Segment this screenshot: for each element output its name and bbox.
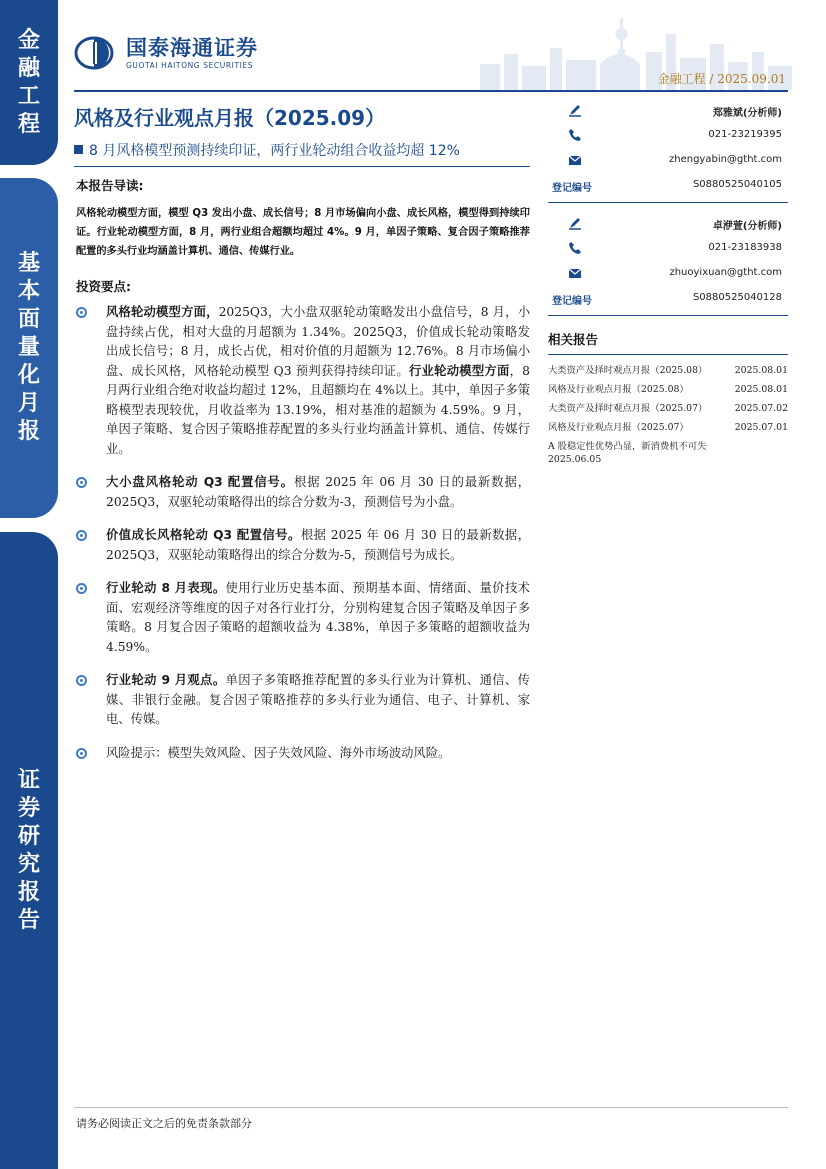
pen-icon [568,103,582,117]
mail-icon [568,153,582,167]
related-reports-heading: 相关报告 [548,330,788,355]
sidebar-block-research-report: 证 券 研 究 报 告 [0,532,58,1169]
related-reports-list [548,361,788,466]
mail-icon [568,266,582,280]
analyst-email[interactable]: zhengyabin@gtht.com [669,154,782,165]
list-item[interactable]: 大类资产及择时观点月报（2025.07） 2025.07.02 [548,403,788,414]
bullet-icon [76,675,87,686]
bullet-icon [76,530,87,541]
investment-heading: 投资要点: [76,279,131,294]
bullet-icon [76,307,87,318]
header-rule [74,90,788,92]
analyst-name: 郑雅斌(分析师) [712,108,782,119]
list-item: 价值成长风格轮动 Q3 配置信号。根据 2025 年 06 月 30 日的最新数据，2025Q3，双驱轮动策略得出的综合分数为-5，预测信号为成长。 [76,526,530,565]
logo-text-en: GUOTAI HAITONG SECURITIES [126,61,254,70]
registration-number: S0880525040105 [692,179,782,190]
registration-number: S0880525040128 [692,292,782,303]
analyst-phone: 021-23219395 [708,129,782,140]
page-subtitle: 8 月风格模型预测持续印证，两行业轮动组合收益均超 12% [74,140,460,160]
guide-heading: 本报告导读: [76,178,144,193]
divider [548,202,788,203]
square-bullet-icon [74,145,83,154]
logo-text-cn: 国泰海通证券 [126,36,258,60]
divider [548,315,788,316]
investment-points [76,303,530,763]
list-item: 风格轮动模型方面，2025Q3，大小盘双驱轮动策略发出小盘信号，8 月，小盘持续占优，相对大盘的月超额为 1.34%。2025Q3，价值成长轮动策略发出成长信号；8 月，成长占优，相对价值的月超额为 12.76%。8 月市场偏小盘、成长风格，风格轮动模型 Q3 预判获得持续印证。行业轮动模型方面，8 月两行业组合绝对收益均超过 12%，且超额均在 4%以上。其中，单因子多策略模型表现较优，月收益率为 13.19%，相对基准的超额为 4.59%。9 月，单因子策略、复合因子策略推荐配置的多头行业均涵盖计算机、通信、传媒行业。 [76,303,530,459]
company-logo [74,36,258,70]
list-item[interactable]: 风格及行业观点月报（2025.07） 2025.07.01 [548,422,788,433]
report-category-date: 金融工程 / 2025.09.01 [657,72,786,86]
main-column [76,176,530,777]
logo-mark-icon [74,36,118,70]
bullet-icon [76,583,87,594]
right-column [548,100,788,466]
list-item[interactable]: A 股稳定性优势凸显，新消费机不可失 2025.06.05 [548,441,707,465]
list-item: 行业轮动 9 月观点。单因子多策略推荐配置的多头行业为计算机、通信、传媒、非银行金融。复合因子策略推荐的多头行业为通信、电子、计算机、家电、传媒。 [76,671,530,730]
analyst-phone: 021-23183938 [708,242,782,253]
left-sidebar [0,0,58,1169]
page-title: 风格及行业观点月报（2025.09） [74,106,386,130]
list-item: 风险提示：模型失效风险、因子失效风险、海外市场波动风险。 [76,744,530,764]
footer-disclaimer: 请务必阅读正文之后的免责条款部分 [76,1117,252,1130]
analyst-name: 卓洢萱(分析师) [712,221,782,232]
bullet-icon [76,748,87,759]
list-item[interactable]: 风格及行业观点月报（2025.08） 2025.08.01 [548,384,788,395]
sidebar-block-report-type: 基 本 面 量 化 月 报 [0,178,58,518]
analyst-card [548,213,788,313]
list-item[interactable]: 大类资产及择时观点月报（2025.08） 2025.08.01 [548,365,788,376]
footer-rule [74,1107,788,1108]
bullet-icon [76,477,87,488]
registration-label: 登记编号 [552,296,592,307]
pen-icon [568,216,582,230]
list-item: 行业轮动 8 月表现。使用行业历史基本面、预期基本面、情绪面、量价技术面、宏观经济等维度的因子对各行业打分，分别构建复合因子策略及单因子多策略。8 月复合因子策略的超额收益为 4.38%，单因子多策略的超额收益为 4.59%。 [76,579,530,657]
guide-text: 风格轮动模型方面，模型 Q3 发出小盘、成长信号；8 月市场偏向小盘、成长风格，模型得到持续印证。行业轮动模型方面，8 月，两行业组合超额均超过 4%。9 月，单因子策略、复合因子策略推荐配置的多头行业均涵盖计算机、通信、传媒行业。 [76,208,530,257]
analyst-card [548,100,788,200]
phone-icon [568,128,582,142]
registration-label: 登记编号 [552,183,592,194]
phone-icon [568,241,582,255]
list-item: 大小盘风格轮动 Q3 配置信号。根据 2025 年 06 月 30 日的最新数据，2025Q3，双驱轮动策略得出的综合分数为-3，预测信号为小盘。 [76,473,530,512]
sidebar-block-finance-engineering: 金 融 工 程 [0,0,58,165]
title-rule [74,166,530,167]
analyst-email[interactable]: zhuoyixuan@gtht.com [669,267,782,278]
